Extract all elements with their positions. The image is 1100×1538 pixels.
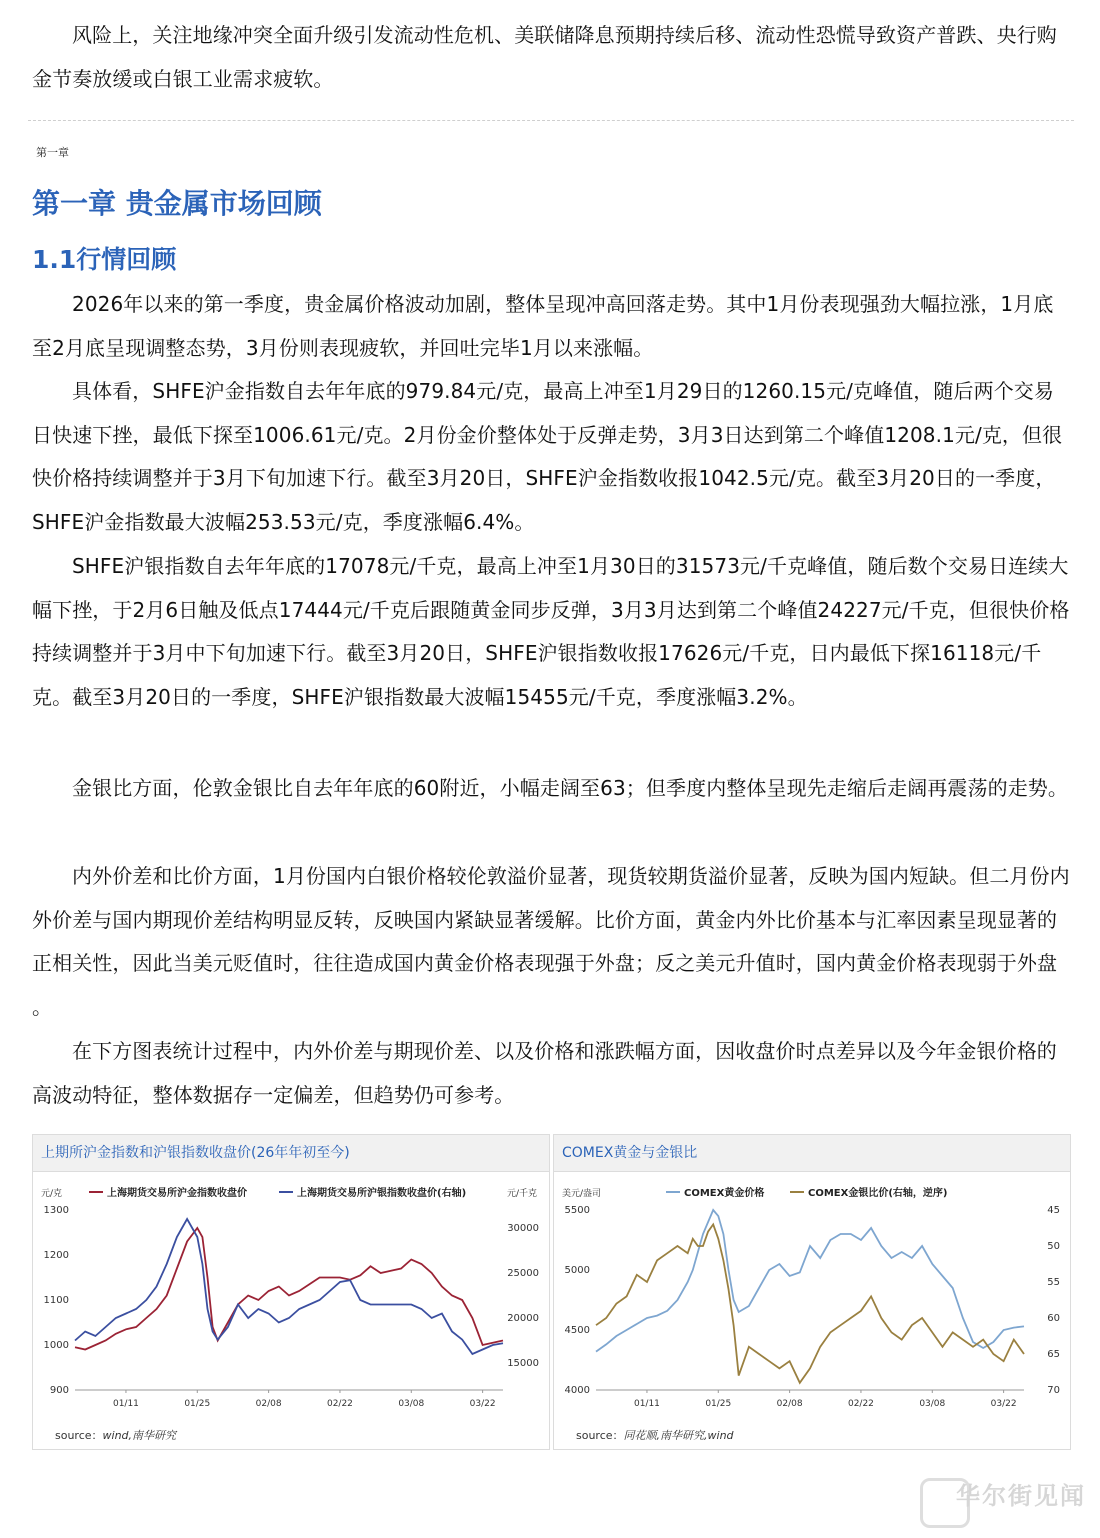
paragraph-gold: 具体看，SHFE沪金指数自去年年底的979.84元/克，最高上冲至1月29日的1260.15元/克峰值，随后两个交易日快速下挫，最低下探至1006.61元/克。2月份金价整体处于反弹走势，3月3日达到第二个峰值1208.1元/克，但很快价格持续调整并于3月下旬加速下行。截至3月20日，SHFE沪金指数收报1042.5元/克。截至3月20日的一季度，SHFE沪金指数最大波幅253.53元/克，季度涨幅6.4%。 [32,379,1063,534]
y-right-tick-label: 25000 [507,1268,539,1279]
y-tick-label: 4000 [564,1385,590,1396]
series-line-2 [75,1219,503,1354]
paragraph-note: 在下方图表统计过程中，内外价差与期现价差、以及价格和涨跌幅方面，因收盘价时点差异以及今年金银价格的高波动特征，整体数据存一定偏差，但趋势仍可参考。 [32,1039,1057,1107]
chart-title: 上期所沪金指数和沪银指数收盘价(26年年初至今) [33,1135,549,1172]
x-tick-label: 01/25 [184,1399,211,1409]
y-right-tick-label: 20000 [507,1313,539,1324]
y-tick-label: 4500 [564,1325,590,1336]
x-tick-label: 02/08 [776,1399,803,1409]
watermark: 华尔街见闻 [956,1482,1086,1510]
paragraph-ratio: 金银比方面，伦敦金银比自去年年底的60附近，小幅走阔至63；但季度内整体呈现先走缩后走阔再震荡的走势。 [72,776,1068,800]
legend-label-2: 上海期货交易所沪银指数收盘价(右轴) [297,1188,467,1199]
chapter-title: 第一章 贵金属市场回顾 [32,187,322,220]
legend-label-1: COMEX黄金价格 [684,1188,765,1199]
chart-title: COMEX黄金与金银比 [554,1135,1070,1172]
chart-panel-comex [553,1134,1071,1450]
series-line-1 [596,1210,1024,1352]
y-tick-label: 1100 [43,1295,69,1306]
x-tick-label: 03/08 [398,1399,425,1409]
source-text: 同花顺,南华研究,wind [623,1429,734,1442]
source-text: wind,南华研究 [102,1429,177,1442]
y-axis-label: 美元/盎司 [562,1189,602,1199]
y-right-tick-label: 15000 [507,1358,539,1369]
chart-source [55,1427,176,1443]
x-tick-label: 03/22 [990,1399,1017,1409]
y-right-tick-label: 60 [1047,1313,1060,1324]
y-tick-label: 1000 [43,1340,69,1351]
y-right-tick-label: 70 [1047,1385,1060,1396]
x-tick-label: 02/22 [847,1399,874,1409]
paragraph-spread: 内外价差和比价方面，1月份国内白银价格较伦敦溢价显著，现货较期货溢价显著，反映为国内短缺。但二月份内外价差与国内期现价差结构明显反转，反映国内紧缺显著缓解。比价方面，黄金内外比价基本与汇率因素呈现显著的正相关性，因此当美元贬值时，往往造成国内黄金价格表现强于外盘；反之美元升值时，国内黄金价格表现弱于外盘 。 [32,864,1070,1019]
chart-panel-shfe [32,1134,550,1450]
x-tick-label: 02/22 [326,1399,353,1409]
x-tick-label: 03/22 [469,1399,496,1409]
y-right-tick-label: 65 [1047,1349,1060,1360]
section-title: 1.1行情回顾 [32,245,177,274]
y-tick-label: 1300 [43,1205,69,1216]
y-tick-label: 5500 [564,1205,590,1216]
y-tick-label: 1200 [43,1250,69,1261]
y-right-tick-label: 50 [1047,1241,1060,1252]
series-line-1 [75,1228,503,1350]
paragraph-overview: 2026年以来的第一季度，贵金属价格波动加剧，整体呈现冲高回落走势。其中1月份表现强劲大幅拉涨，1月底至2月底呈现调整态势，3月份则表现疲软，并回吐完毕1月以来涨幅。 [32,292,1054,360]
x-tick-label: 01/11 [633,1399,660,1409]
y-right-tick-label: 55 [1047,1277,1060,1288]
y-axis-label: 元/克 [41,1189,63,1199]
paragraph-silver: SHFE沪银指数自去年年底的17078元/千克，最高上冲至1月30日的31573元/千克峰值，随后数个交易日连续大幅下挫，于2月6日触及低点17444元/千克后跟随黄金同步反弹，3月3月达到第二个峰值24227元/千克，但很快价格持续调整并于3月中下旬加速下行。截至3月20日，SHFE沪银指数收报17626元/千克，日内最低下探16118元/千克。截至3月20日的一季度，SHFE沪银指数最大波幅15455元/千克，季度涨幅3.2%。 [32,554,1070,709]
running-header: 第一章 [36,146,69,159]
x-tick-label: 01/11 [112,1399,139,1409]
x-tick-label: 02/08 [255,1399,282,1409]
legend-label-2: COMEX金银比价(右轴，逆序) [808,1188,948,1199]
y-right-tick-label: 45 [1047,1205,1060,1216]
risk-paragraph: 风险上，关注地缘冲突全面升级引发流动性危机、美联储降息预期持续后移、流动性恐慌导致资产普跌、央行购金节奏放缓或白银工业需求疲软。 [32,23,1057,91]
y-axis-right-label: 元/千克 [507,1189,538,1199]
y-tick-label: 5000 [564,1265,590,1276]
y-tick-label: 900 [49,1385,69,1396]
comex-line-chart [554,1172,1070,1422]
shfe-line-chart [33,1172,549,1422]
source-label: source： [576,1429,624,1442]
x-tick-label: 03/08 [919,1399,946,1409]
legend-label-1: 上海期货交易所沪金指数收盘价 [107,1188,247,1199]
section-divider [28,120,1074,121]
chart-source [576,1427,734,1443]
x-tick-label: 01/25 [705,1399,732,1409]
source-label: source： [55,1429,103,1442]
y-right-tick-label: 30000 [507,1223,539,1234]
